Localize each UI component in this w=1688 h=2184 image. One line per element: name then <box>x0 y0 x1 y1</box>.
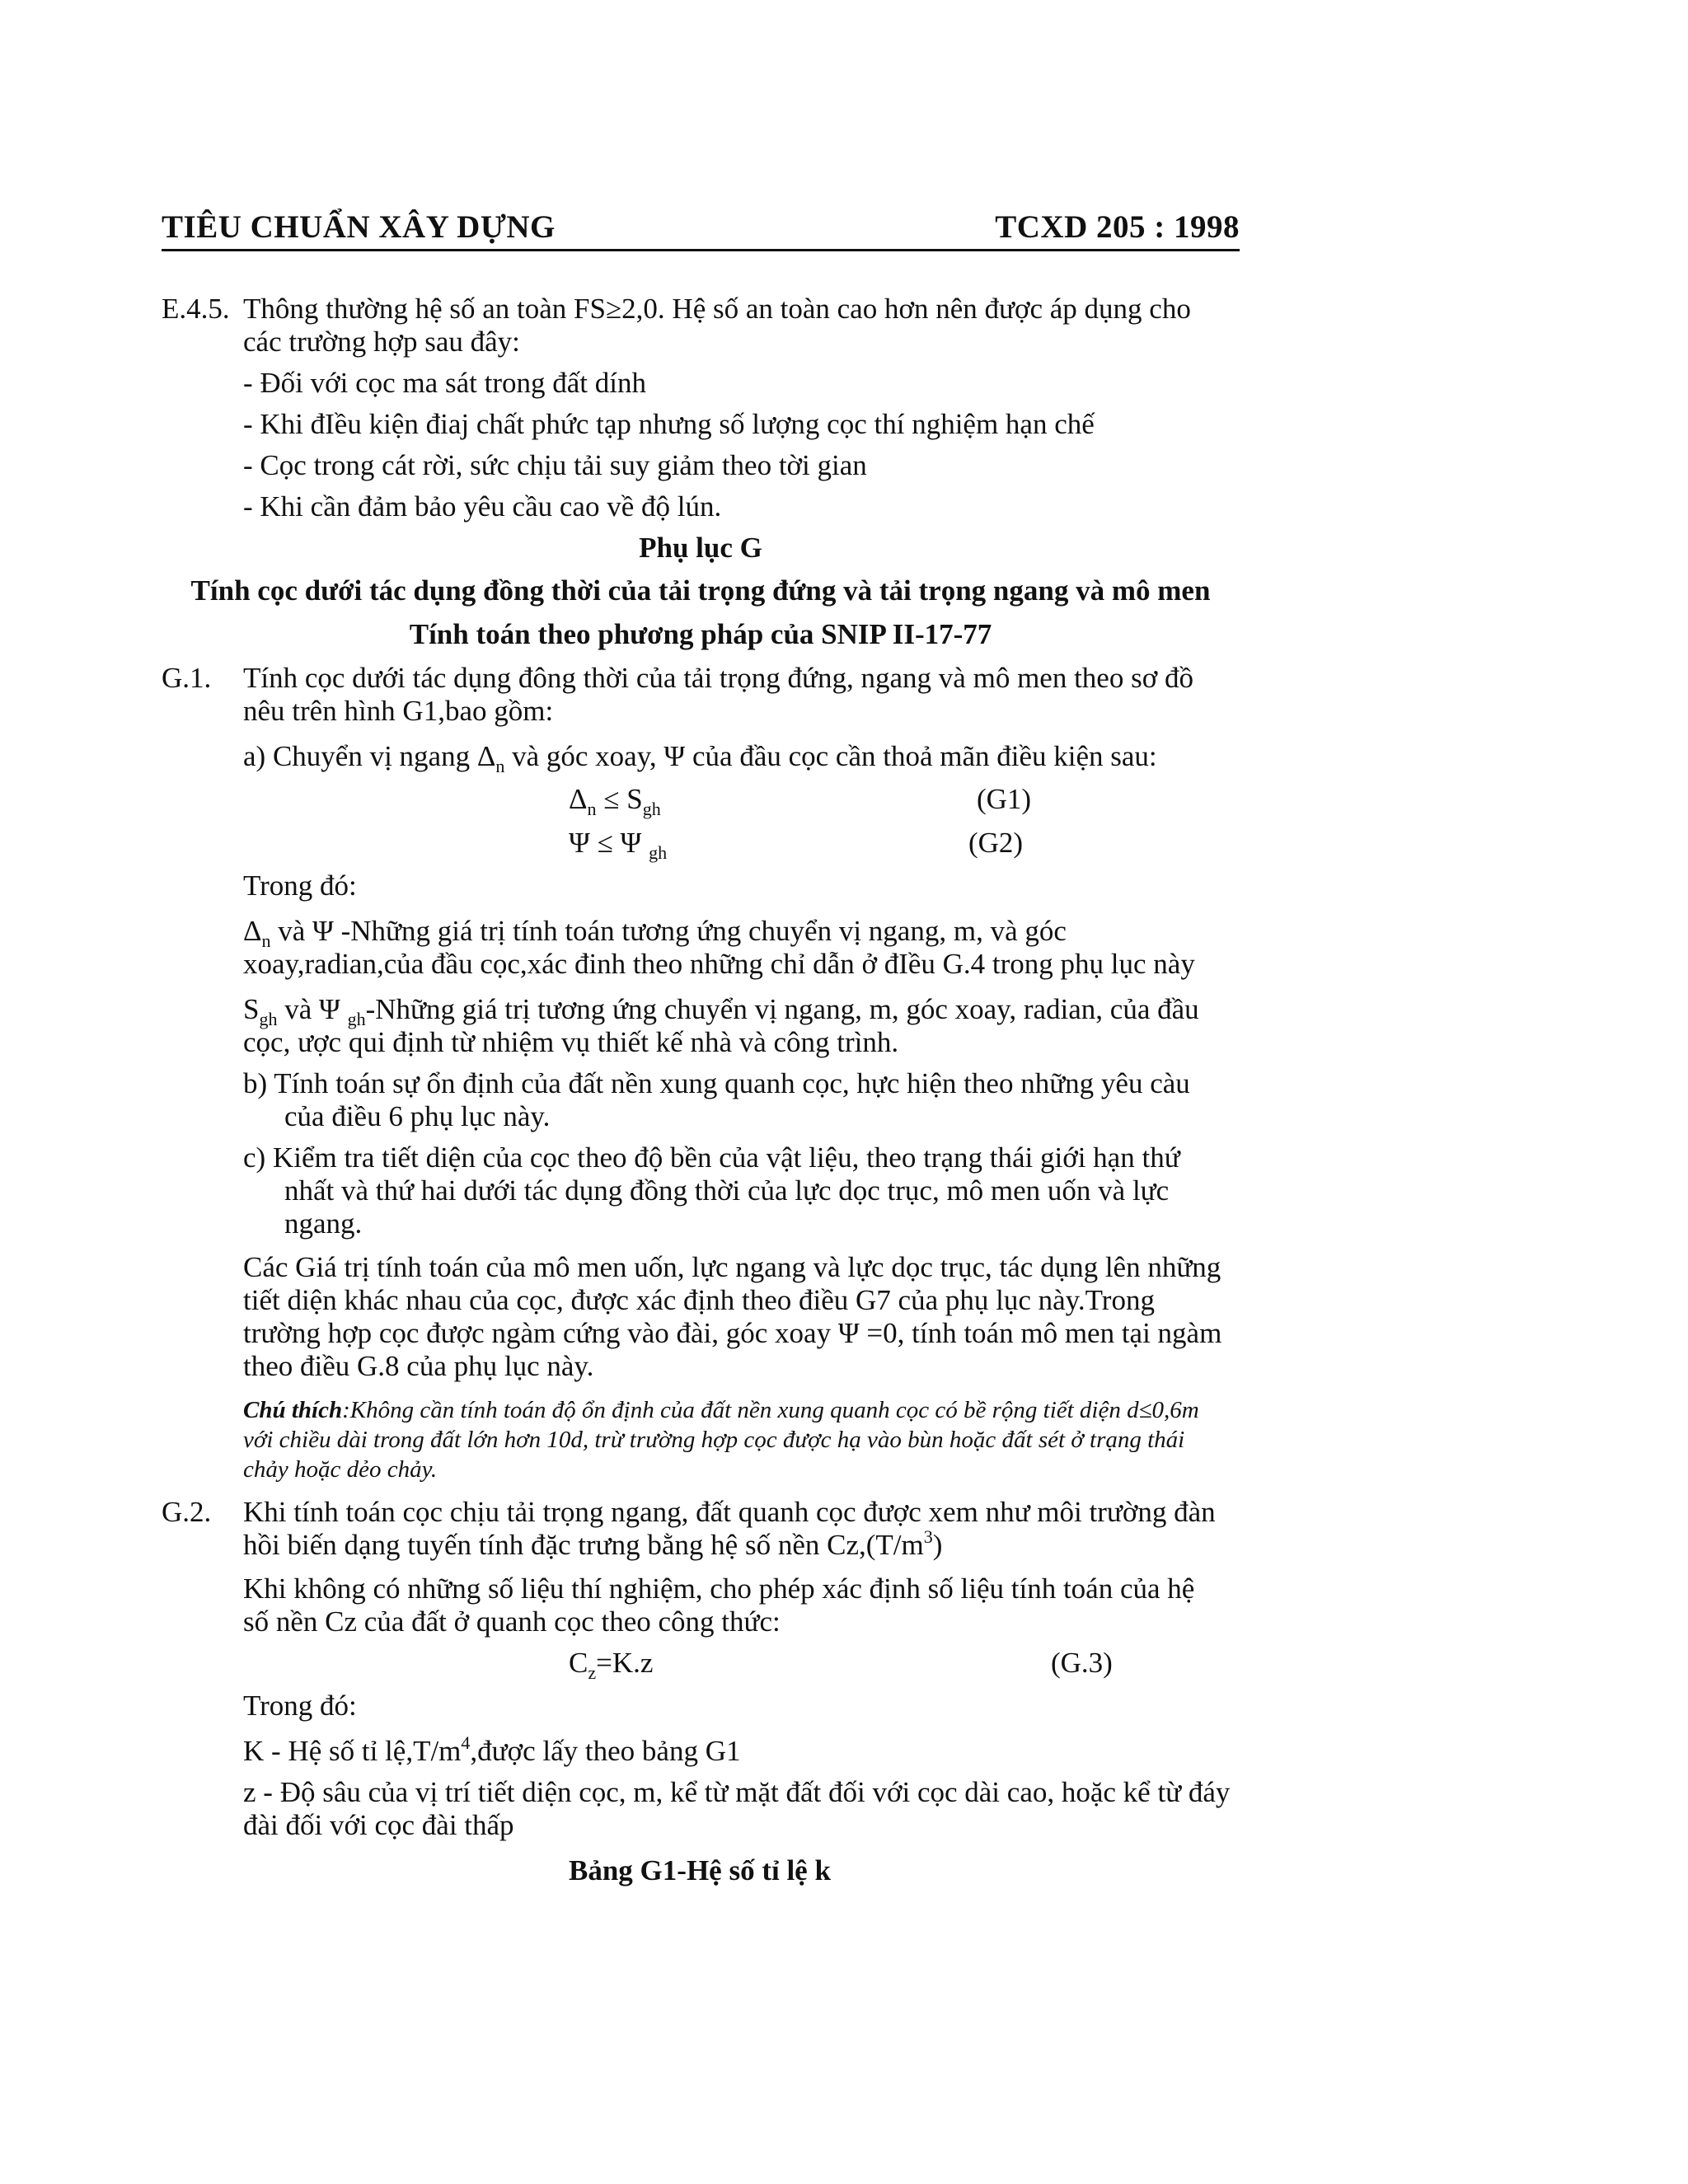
e45-line-1: Thông thường hệ số an toàn FS≥2,0. Hệ số an toàn cao hơn nên được áp dụng cho <box>243 293 1191 325</box>
g2-line-2-close: ) <box>932 1529 943 1561</box>
section-label-e45: E.4.5. <box>162 293 230 325</box>
table-g1-title: Bảng G1-Hệ số tỉ lệ k <box>569 1854 831 1886</box>
eq2-sub-gh: gh <box>649 842 668 863</box>
g1-item-a-pre: a) Chuyển vị ngang Δ <box>243 740 496 772</box>
header-rule <box>162 249 1240 251</box>
g2-def-z-line-2: đài đối với cọc đài thấp <box>243 1809 514 1841</box>
g2-def-k-text: K - Hệ số tỉ lệ,T/m <box>243 1735 462 1767</box>
g2-def-k <box>243 1732 741 1768</box>
equation-g2 <box>569 827 668 863</box>
eq3-sub-z: z <box>588 1662 597 1683</box>
g1-para-line-3: trường hợp cọc được ngàm cứng vào đài, góc xoay Ψ =0, tính toán mô men tại ngàm <box>243 1317 1222 1349</box>
g1-note-line-2: với chiều dài trong đất lớn hơn 10d, trừ trường hợp cọc được hạ vào bùn hoặc đất sét ở trạng thái <box>243 1427 1185 1453</box>
g1-para-line-4: theo điều G.8 của phụ lục này. <box>243 1350 594 1382</box>
e45-bullet-2: - Khi đIều kiện điaj chất phức tạp nhưng số lượng cọc thí nghiệm hạn chế <box>243 408 1095 440</box>
g1-item-c-line-1: c) Kiểm tra tiết diện của cọc theo độ bền của vật liệu, theo trạng thái giới hạn thứ <box>243 1141 1180 1174</box>
def1-delta: Δ <box>243 915 262 947</box>
eq1-rhs: ≤ S <box>596 783 643 815</box>
appendix-subtitle-2: Tính toán theo phương pháp của SNIP II-17-77 <box>409 618 992 650</box>
section-label-g2: G.2. <box>162 1496 212 1528</box>
g1-item-b-line-2: của điều 6 phụ lục này. <box>284 1100 551 1132</box>
e45-line-2: các trường hợp sau đây: <box>243 326 520 358</box>
equation-g3-number: (G.3) <box>1051 1647 1113 1679</box>
equation-g1-number: (G1) <box>977 783 1032 815</box>
e45-bullet-4: - Khi cần đảm bảo yêu cầu cao về độ lún. <box>243 490 722 523</box>
e45-bullet-3: - Cọc trong cát rời, sức chịu tải suy giảm theo tời gian <box>243 449 867 481</box>
eq3-rhs: =K.z <box>596 1647 654 1679</box>
equation-g3 <box>569 1647 654 1683</box>
def2-sub-1: gh <box>259 1009 278 1029</box>
def2-text: -Những giá trị tương ứng chuyển vị ngang, m, góc xoay, radian, của đầu <box>365 993 1199 1025</box>
g1-def-1-line-2: xoay,radian,của đầu cọc,xác đinh theo những chỉ dẫn ở đIều G.4 trong phụ lục này <box>243 948 1195 980</box>
g1-where: Trong đó: <box>243 869 357 902</box>
note-label: Chú thích <box>243 1397 343 1423</box>
g1-def-2 <box>243 993 1199 1029</box>
eq3-c: C <box>569 1647 588 1679</box>
def2-s: S <box>243 993 260 1025</box>
eq1-sub-n: n <box>587 799 597 819</box>
section-label-g1: G.1. <box>162 662 212 694</box>
g1-def-2-line-2: cọc, ược qui định từ nhiệm vụ thiết kế nhà và công trình. <box>243 1026 899 1058</box>
equation-g1 <box>569 783 661 819</box>
g1-item-c-line-3: ngang. <box>284 1207 363 1240</box>
g2-def-k-sup: 4 <box>461 1732 471 1753</box>
note-text: :Không cần tính toán độ ổn định của đất nền xung quanh cọc có bề rộng tiết diện d≤0,6m <box>342 1397 1199 1423</box>
g2-para-line-1: Khi không có những số liệu thí nghiệm, cho phép xác định số liệu tính toán của hệ <box>243 1572 1195 1605</box>
g2-def-z-line-1: z - Độ sâu của vị trí tiết diện cọc, m, kể từ mặt đất đối với cọc dài cao, hoặc kể từ đáy <box>243 1776 1231 1808</box>
g2-where: Trong đó: <box>243 1690 357 1722</box>
def1-sub: n <box>261 930 271 951</box>
e45-bullet-1: - Đối với cọc ma sát trong đất dính <box>243 367 646 399</box>
g1-line-1: Tính cọc dưới tác dụng đông thời của tải trọng đứng, ngang và mô men theo sơ đồ <box>243 662 1193 694</box>
header-standard-name: TIÊU CHUẨN XÂY DỰNG <box>162 209 556 245</box>
g2-line-2-sup: 3 <box>923 1526 933 1547</box>
g2-def-k-rest: ,được lấy theo bảng G1 <box>470 1735 741 1767</box>
eq1-delta: Δ <box>569 783 588 815</box>
g1-para-line-2: tiết diện khác nhau của cọc, được xác định theo điều G7 của phụ lục này.Trong <box>243 1284 1155 1316</box>
appendix-subtitle-1: Tính cọc dưới tác dụng đồng thời của tải trọng đứng và tải trọng ngang và mô men <box>190 574 1211 607</box>
eq2-psi: Ψ ≤ Ψ <box>569 827 649 859</box>
g2-line-2-text: hồi biến dạng tuyến tính đặc trưng bằng hệ số nền Cz,(T/m <box>243 1529 924 1561</box>
g2-para-line-2: số nền Cz của đất ở quanh cọc theo công thức: <box>243 1605 781 1638</box>
g1-note-line-1 <box>243 1395 1199 1425</box>
g1-def-1 <box>243 915 1067 951</box>
g1-item-c-line-2: nhất và thứ hai dưới tác dụng đồng thời của lực dọc trục, mô men uốn và lực <box>284 1174 1170 1207</box>
def1-text: và Ψ -Những giá trị tính toán tương ứng chuyển vị ngang, m, và góc <box>270 915 1067 947</box>
equation-g2-number: (G2) <box>968 827 1024 859</box>
appendix-title: Phụ lục G <box>639 532 762 564</box>
eq1-sub-gh: gh <box>642 799 661 819</box>
g1-item-a-sub: n <box>495 756 505 776</box>
g1-item-a-post: và góc xoay, Ψ của đầu cọc cần thoả mãn điều kiện sau: <box>504 740 1157 772</box>
header-standard-code: TCXD 205 : 1998 <box>995 209 1240 245</box>
g1-item-a <box>243 740 1157 776</box>
g2-line-2 <box>243 1526 943 1562</box>
g1-line-2: nêu trên hình G1,bao gồm: <box>243 695 554 727</box>
g1-item-b-line-1: b) Tính toán sự ổn định của đất nền xung quanh cọc, hực hiện theo những yêu càu <box>243 1067 1190 1099</box>
g2-line-1: Khi tính toán cọc chịu tải trọng ngang, đất quanh cọc được xem như môi trường đàn <box>243 1496 1216 1528</box>
g1-para-line-1: Các Giá trị tính toán của mô men uốn, lực ngang và lực dọc trục, tác dụng lên những <box>243 1251 1221 1283</box>
g1-note-line-3: chảy hoặc dẻo chảy. <box>243 1456 438 1483</box>
def2-psi: và Ψ <box>277 993 348 1025</box>
def2-sub-2: gh <box>347 1009 366 1029</box>
